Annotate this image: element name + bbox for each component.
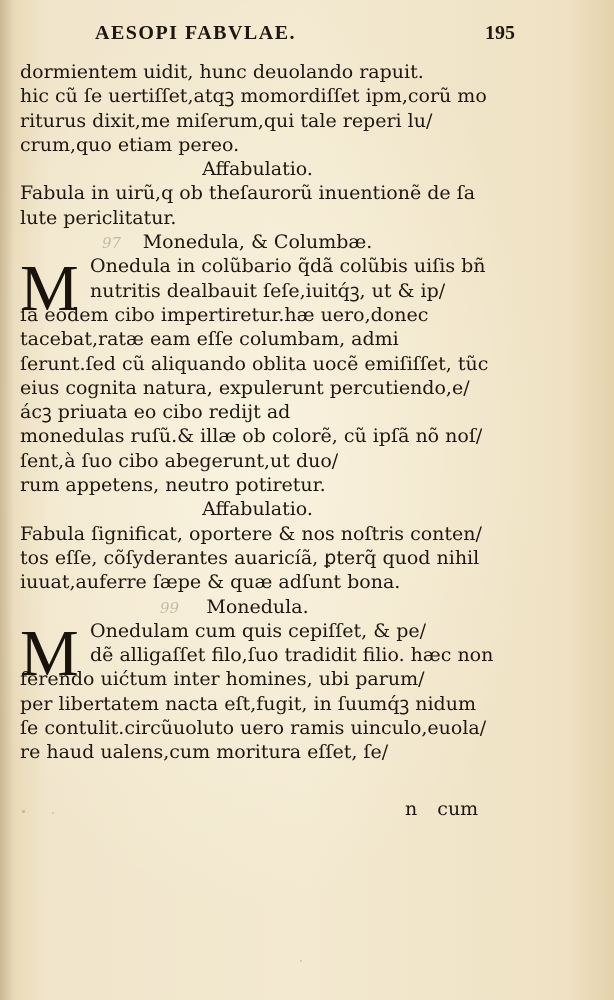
- paper-speck: [52, 812, 54, 814]
- faint-margin-number: 99: [160, 598, 180, 617]
- page-number: 195: [485, 22, 515, 44]
- section-heading: Affabulatio.: [202, 158, 313, 181]
- text-line: crum,quo etiam pereo.: [20, 133, 240, 156]
- drop-capital: M: [20, 252, 79, 326]
- text-line: Onedula in colũbario q̃dã colũbis uiſis bñ: [90, 255, 486, 278]
- text-line: ácꝫ priuata eo cibo redijt ad: [20, 401, 291, 424]
- text-line: eius cognita natura, expulerunt percutiendo,e/: [20, 376, 470, 399]
- text-line: dẽ alligaſſet filo,ſuo tradidit filio. hæc non: [90, 644, 494, 667]
- text-line: tos eſſe, cõſyderantes auaricíã, ꝑterq̃ quod nihil: [20, 546, 480, 569]
- fable-heading-row: [20, 595, 495, 619]
- text-line: hic cũ ſe uertiſſet,atqꝫ momordiſſet ipm,corũ mo: [20, 85, 487, 108]
- text-line: monedulas ruſũ.& illæ ob colorẽ, cũ ipſã nõ noſ/: [20, 425, 483, 448]
- catchword-text: cum: [437, 798, 479, 820]
- text-line: riturus dixit,me miſerum,qui tale reperi lu/: [20, 109, 433, 132]
- text-line: nutritis dealbauit ſeſe,iuitq́ꝫ, ut & ip/: [90, 279, 446, 302]
- text-line: lute periclitatur.: [20, 206, 177, 229]
- text-line: re haud ualens,cum moritura eſſet, ſe/: [20, 741, 389, 764]
- catchword: [405, 798, 478, 820]
- text-line: Onedulam cum quis cepiſſet, & pe/: [90, 619, 427, 642]
- page-header: [95, 22, 515, 54]
- signature-mark: n: [405, 798, 418, 820]
- text-line: ferendo uićtum inter homines, ubi parum/: [20, 668, 425, 691]
- text-line: tacebat,ratæ eam eſſe columbam, admi: [20, 328, 399, 351]
- text-line: ſent,à ſuo cibo abegerunt,ut duo/: [20, 449, 339, 472]
- text-line: rum appetens, neutro potiretur.: [20, 474, 326, 497]
- text-line: Fabula in uirũ,q ob theſaurorũ inuentionẽ de ſa: [20, 182, 476, 205]
- text-line: ſa eodem cibo impertiretur.hæ uero,donec: [20, 303, 429, 326]
- fable-title: Monedula, & Columbæ.: [142, 231, 373, 254]
- text-block: [20, 60, 495, 765]
- text-line: per libertatem nacta eſt,fugit, in ſuumq́ꝫ nidum: [20, 692, 476, 715]
- faint-margin-number: 97: [102, 234, 122, 253]
- text-line: ſerunt.ſed cũ aliquando oblita uocẽ emiſiſſet, tũc: [20, 352, 489, 375]
- text-line: Fabula ſignificat, oportere & nos noſtris conten/: [20, 522, 482, 545]
- text-line: dormientem uidit, hunc deuolando rapuit.: [20, 61, 424, 83]
- text-line: iuuat,auferre ſæpe & quæ adſunt bona.: [20, 571, 401, 594]
- drop-capital: M: [20, 616, 79, 690]
- gutter-shadow: [0, 0, 14, 1000]
- text-line: ſe contulit.circũuoluto uero ramis uinculo,euola/: [20, 717, 487, 740]
- fable-heading-row: [20, 230, 495, 254]
- section-heading: Affabulatio.: [202, 498, 313, 521]
- paper-speck: [300, 960, 302, 962]
- fable-title: Monedula.: [206, 595, 309, 618]
- paper-speck: [22, 810, 25, 813]
- running-head: AESOPI FABVLAE.: [95, 22, 297, 44]
